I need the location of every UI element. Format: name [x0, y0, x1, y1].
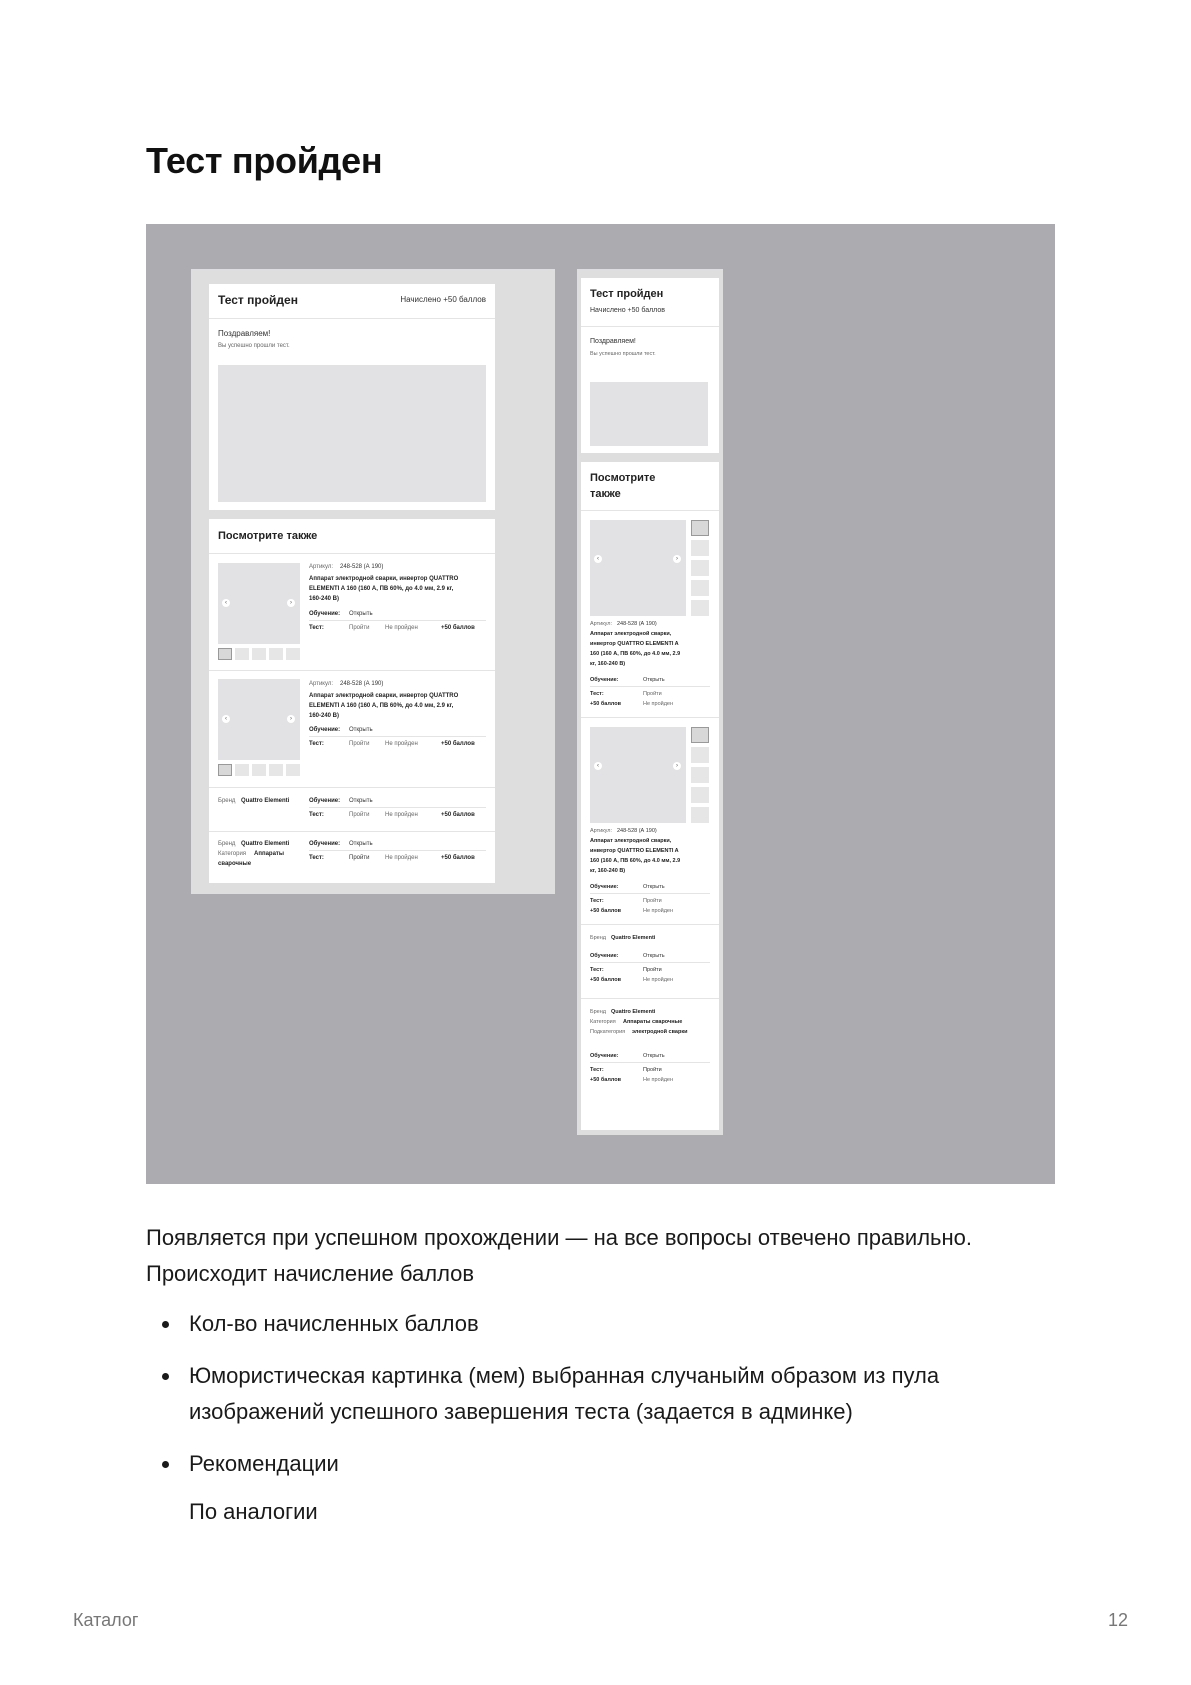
see-also-title: также — [590, 488, 621, 500]
chevron-left-icon[interactable]: ‹ — [222, 715, 230, 723]
test-label: Тест: — [590, 967, 604, 973]
meme-image — [590, 382, 708, 446]
divider — [590, 686, 710, 687]
congrats-subtext: Вы успешно прошли тест. — [218, 343, 290, 349]
congrats-subtext: Вы успешно прошли тест. — [590, 351, 656, 357]
training-label: Обучение: — [590, 1053, 619, 1059]
see-also-title: Посмотрите — [590, 472, 656, 484]
training-label: Обучение: — [309, 798, 341, 804]
test-status: Не пройден — [385, 625, 418, 631]
mockup-area — [146, 224, 1055, 1184]
brand-label: Бренд — [590, 935, 606, 941]
brand-item[interactable] — [209, 788, 495, 831]
congrats-text: Поздравляем! — [218, 329, 271, 338]
article-label: Артикул: — [309, 564, 334, 570]
product-name-line[interactable]: Аппарат электродной сварки, инвертор QUATTRO — [309, 693, 459, 699]
category-value[interactable]: Аппараты сварочные — [623, 1019, 683, 1025]
category-item[interactable] — [209, 832, 495, 882]
divider — [581, 326, 719, 327]
thumbnail[interactable] — [691, 600, 709, 616]
bullet-list — [146, 1306, 1066, 1498]
training-label: Обучение: — [590, 677, 619, 683]
thumbnail[interactable] — [691, 747, 709, 763]
mobile-mockup — [577, 269, 723, 1135]
thumbnail[interactable] — [252, 648, 266, 660]
product-name-line[interactable]: Аппарат электродной сварки, — [590, 838, 672, 844]
test-status: Не пройден — [385, 812, 418, 818]
points-badge: +50 баллов — [441, 625, 475, 631]
open-link[interactable]: Открыть — [349, 727, 373, 733]
test-label: Тест: — [309, 812, 324, 818]
product-name-line[interactable]: 160-240 В) — [309, 596, 340, 602]
open-link[interactable]: Открыть — [643, 1053, 665, 1059]
thumbnail[interactable] — [691, 787, 709, 803]
category-label: Категория — [218, 851, 247, 857]
product-name-line[interactable]: Аппарат электродной сварки, — [590, 631, 672, 637]
brand-value[interactable]: Quattro Elementi — [241, 841, 290, 847]
training-label: Обучение: — [309, 841, 341, 847]
test-label: Тест: — [309, 625, 324, 631]
see-also-card — [581, 462, 719, 1130]
success-card — [209, 284, 495, 510]
thumbnail[interactable] — [691, 767, 709, 783]
thumbnail[interactable] — [691, 580, 709, 596]
divider — [209, 318, 495, 319]
brand-value[interactable]: Quattro Elementi — [611, 1009, 656, 1015]
training-label: Обучение: — [590, 884, 619, 890]
thumbnail[interactable] — [218, 764, 232, 776]
test-label: Тест: — [309, 741, 324, 747]
category-item[interactable] — [581, 999, 719, 1127]
page-number: 12 — [1107, 1610, 1128, 1630]
take-test-link[interactable]: Пройти — [349, 812, 370, 818]
sub-note: По аналогии — [189, 1499, 318, 1524]
points-badge: +50 баллов — [441, 855, 475, 861]
brand-value[interactable]: Quattro Elementi — [241, 798, 290, 804]
points-badge: +50 баллов — [441, 812, 475, 818]
category-label: Категория — [590, 1019, 616, 1025]
description: Появляется при успешном прохождении — на все вопросы отвечено правильно. Происходит начисление баллов — [146, 1225, 972, 1286]
chevron-right-icon[interactable]: › — [673, 555, 681, 563]
test-status: Не пройден — [643, 701, 674, 707]
success-title: Тест пройден — [218, 293, 298, 307]
take-test-link[interactable]: Пройти — [643, 898, 662, 904]
thumbnail[interactable] — [218, 648, 232, 660]
article-label: Артикул: — [590, 828, 613, 834]
article-value: 248-528 (А 190) — [617, 828, 657, 834]
article-label: Артикул: — [309, 681, 334, 687]
bullet-item: Рекомендации — [146, 1446, 1066, 1482]
product-item[interactable] — [581, 718, 719, 923]
points-badge: +50 баллов — [590, 977, 621, 983]
points-awarded: Начислено +50 баллов — [590, 307, 665, 314]
test-status: Не пройден — [643, 977, 674, 983]
chevron-left-icon[interactable]: ‹ — [222, 599, 230, 607]
page-title: Тест пройден — [146, 140, 383, 181]
points-badge: +50 баллов — [590, 701, 621, 707]
training-label: Обучение: — [309, 727, 341, 733]
take-test-link[interactable]: Пройти — [643, 967, 662, 973]
open-link[interactable]: Открыть — [643, 677, 665, 683]
thumbnail[interactable] — [235, 648, 249, 660]
product-name-line[interactable]: 160-240 В) — [309, 713, 340, 719]
brand-item[interactable] — [581, 925, 719, 997]
article-value: 248-528 (А 190) — [617, 621, 657, 627]
open-link[interactable]: Открыть — [349, 841, 373, 847]
bullet-item: Юмористическая картинка (мем) выбранная случаныйм образом из пула изображений успешного завершения теста (задается в админке) — [146, 1358, 1066, 1430]
divider — [590, 893, 710, 894]
open-link[interactable]: Открыть — [349, 798, 373, 804]
category-value[interactable]: сварочные — [218, 861, 252, 867]
brand-value[interactable]: Quattro Elementi — [611, 935, 656, 941]
points-awarded: Начислено +50 баллов — [400, 295, 486, 304]
open-link[interactable]: Открыть — [643, 953, 665, 959]
subcategory-value[interactable]: электродной сварки — [632, 1029, 688, 1035]
brand-label: Бренд — [218, 841, 236, 847]
footer-section-name: Каталог — [73, 1610, 139, 1630]
thumbnail[interactable] — [691, 520, 709, 536]
product-image — [590, 520, 686, 616]
product-name-line[interactable]: ELEMENTI A 160 (160 А, ПВ 60%, до 4.0 мм, 2.9 кг, — [309, 703, 454, 709]
thumbnail[interactable] — [691, 807, 709, 823]
take-test-link[interactable]: Пройти — [349, 855, 370, 861]
divider — [590, 1062, 710, 1063]
article-label: Артикул: — [590, 621, 613, 627]
product-item[interactable] — [581, 511, 719, 716]
divider — [590, 962, 710, 963]
product-name-line[interactable]: инвертор QUATTRO ELEMENTI A — [590, 641, 679, 647]
training-label: Обучение: — [590, 953, 619, 959]
product-name-line[interactable]: ELEMENTI A 160 (160 А, ПВ 60%, до 4.0 мм, 2.9 кг, — [309, 586, 454, 592]
category-value[interactable]: Аппараты — [254, 851, 284, 857]
product-item[interactable] — [209, 554, 495, 670]
test-label: Тест: — [590, 1067, 604, 1073]
points-badge: +50 баллов — [590, 1077, 621, 1083]
thumbnail[interactable] — [691, 540, 709, 556]
desktop-mockup — [191, 269, 555, 894]
open-link[interactable]: Открыть — [349, 611, 373, 617]
take-test-link[interactable]: Пройти — [349, 741, 370, 747]
product-name-line[interactable]: 160 (160 А, ПВ 60%, до 4.0 мм, 2.9 — [590, 651, 681, 657]
divider — [309, 850, 486, 851]
chevron-right-icon[interactable]: › — [287, 599, 295, 607]
divider — [309, 620, 486, 621]
brand-label: Бренд — [590, 1009, 606, 1015]
thumbnail[interactable] — [269, 764, 283, 776]
test-status: Не пройден — [643, 1077, 674, 1083]
divider — [309, 807, 486, 808]
bullet-item: Кол-во начисленных баллов — [146, 1306, 1066, 1342]
article-value: 248-528 (А 190) — [340, 681, 384, 687]
training-label: Обучение: — [309, 611, 341, 617]
thumbnail[interactable] — [691, 560, 709, 576]
chevron-left-icon[interactable]: ‹ — [594, 555, 602, 563]
thumbnail[interactable] — [286, 764, 300, 776]
product-image — [590, 727, 686, 823]
test-label: Тест: — [590, 691, 604, 697]
chevron-right-icon[interactable]: › — [673, 762, 681, 770]
test-status: Не пройден — [385, 741, 418, 747]
test-status: Не пройден — [643, 908, 674, 914]
product-name-line[interactable]: инвертор QUATTRO ELEMENTI A — [590, 848, 679, 854]
subcategory-label: Подкатегория — [590, 1029, 626, 1035]
open-link[interactable]: Открыть — [643, 884, 665, 890]
points-badge: +50 баллов — [441, 741, 475, 747]
product-name-line[interactable]: кг, 160-240 В) — [590, 868, 626, 874]
see-also-title: Посмотрите также — [218, 530, 318, 542]
take-test-link[interactable]: Пройти — [349, 625, 370, 631]
meme-image — [218, 365, 486, 502]
chevron-left-icon[interactable]: ‹ — [594, 762, 602, 770]
divider — [309, 736, 486, 737]
see-also-card — [209, 519, 495, 883]
points-badge: +50 баллов — [590, 908, 621, 914]
product-name-line[interactable]: 160 (160 А, ПВ 60%, до 4.0 мм, 2.9 — [590, 858, 681, 864]
thumbnail[interactable] — [691, 727, 709, 743]
product-item[interactable] — [209, 671, 495, 787]
congrats-text: Поздравляем! — [590, 338, 636, 345]
test-status: Не пройден — [385, 855, 418, 861]
article-value: 248-528 (А 190) — [340, 564, 384, 570]
thumbnail[interactable] — [286, 648, 300, 660]
product-name-line[interactable]: кг, 160-240 В) — [590, 661, 626, 667]
success-card — [581, 278, 719, 453]
brand-label: Бренд — [218, 798, 236, 804]
thumbnail[interactable] — [269, 648, 283, 660]
test-label: Тест: — [590, 898, 604, 904]
take-test-link[interactable]: Пройти — [643, 1067, 662, 1073]
thumbnail[interactable] — [235, 764, 249, 776]
take-test-link[interactable]: Пройти — [643, 691, 662, 697]
product-name-line[interactable]: Аппарат электродной сварки, инвертор QUATTRO — [309, 576, 459, 582]
test-label: Тест: — [309, 855, 324, 861]
success-title: Тест пройден — [590, 288, 664, 300]
thumbnail[interactable] — [252, 764, 266, 776]
chevron-right-icon[interactable]: › — [287, 715, 295, 723]
